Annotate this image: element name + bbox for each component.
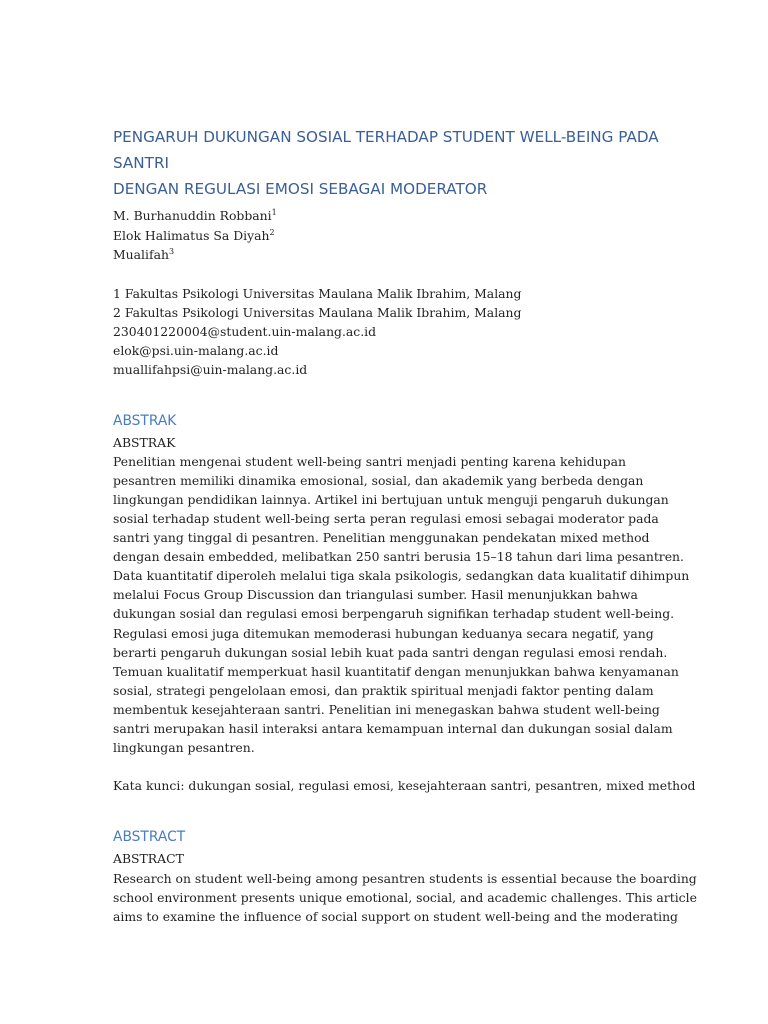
- abstrak-line: melalui Focus Group Discussion dan triangulasi sumber. Hasil menunjukkan bahwa: [113, 587, 638, 603]
- email-2: elok@psi.uin-malang.ac.id: [113, 343, 279, 359]
- abstrak-line: lingkungan pesantren.: [113, 740, 255, 756]
- abstract-heading: ABSTRACT: [113, 829, 186, 846]
- abstrak-line: lingkungan pendidikan lainnya. Artikel ini bertujuan untuk menguji pengaruh dukungan: [113, 491, 669, 507]
- author-2: Elok Halimatus Sa Diyah$^2$: [113, 227, 275, 243]
- abstrak-line: pesantren memiliki dinamika emosional, sosial, dan akademik yang berbeda dengan: [113, 472, 644, 488]
- email-1: 230401220004@student.uin-malang.ac.id: [113, 323, 377, 339]
- abstract-line: school environment presents unique emotional, social, and academic challenges. This article: [113, 889, 697, 905]
- title-line-2: SANTRI: [113, 154, 169, 172]
- abstract-subheading: ABSTRACT: [113, 851, 184, 867]
- document-page: [113, 124, 697, 926]
- abstract-body: [113, 869, 697, 926]
- abstract-line: aims to examine the influence of social support on student well-being and the moderating: [113, 908, 678, 924]
- abstrak-line: sosial terhadap student well-being serta peran regulasi emosi sebagai moderator pada: [113, 511, 659, 526]
- title-line-1: PENGARUH DUKUNGAN SOSIAL TERHADAP STUDENT WELL-BEING PADA: [113, 128, 659, 146]
- abstract-line: Research on student well-being among pesantren students is essential because the boarding: [113, 870, 697, 886]
- author-3: Mualifah$^3$: [113, 246, 175, 262]
- author-1: M. Burhanuddin Robbani$^1$: [113, 207, 277, 223]
- title-line-3: DENGAN REGULASI EMOSI SEBAGAI MODERATOR: [113, 180, 488, 198]
- abstrak-subheading: ABSTRAK: [113, 434, 176, 450]
- affiliation-2: 2 Fakultas Psikologi Universitas Maulana Malik Ibrahim, Malang: [113, 304, 522, 320]
- abstrak-line: Temuan kualitatif memperkuat hasil kuantitatif dengan menunjukkan bahwa kenyamanan: [113, 663, 679, 679]
- author-list: [113, 206, 663, 265]
- abstrak-line: dengan desain embedded, melibatkan 250 santri berusia 15–18 tahun dari lima pesantren.: [113, 549, 684, 565]
- keywords: Kata kunci: dukungan sosial, regulasi emosi, kesejahteraan santri, pesantren, mixed method: [113, 778, 696, 794]
- abstrak-heading: ABSTRAK: [113, 412, 177, 429]
- abstrak-line: Regulasi emosi juga ditemukan memoderasi hubungan keduanya secara negatif, yang: [113, 625, 654, 641]
- abstrak-line: Data kuantitatif diperoleh melalui tiga skala psikologis, sedangkan data kualitatif dihimpun: [113, 568, 690, 584]
- abstrak-line: berarti pengaruh dukungan sosial lebih kuat pada santri dengan regulasi emosi rendah.: [113, 644, 668, 660]
- abstrak-body: [113, 452, 690, 758]
- abstrak-line: santri merupakan hasil interaksi antara kemampuan internal dan dukungan sosial dalam: [113, 721, 673, 737]
- affiliation-1: 1 Fakultas Psikologi Universitas Maulana Malik Ibrahim, Malang: [113, 285, 522, 301]
- abstrak-line: membentuk kesejahteraan santri. Penelitian ini menegaskan bahwa student well-being: [113, 701, 660, 717]
- abstrak-line: santri yang tinggal di pesantren. Penelitian menggunakan pendekatan mixed method: [113, 530, 650, 546]
- abstrak-line: sosial, strategi pengelolaan emosi, dan praktik spiritual menjadi faktor penting dalam: [113, 682, 654, 698]
- affiliation-list: [113, 284, 663, 380]
- abstrak-line: Penelitian mengenai student well-being santri menjadi penting karena kehidupan: [113, 453, 626, 469]
- email-3: muallifahpsi@uin-malang.ac.id: [113, 362, 308, 378]
- abstrak-line: dukungan sosial dan regulasi emosi berpengaruh signifikan terhadap student well-being.: [113, 606, 675, 622]
- paper-title: [113, 124, 663, 202]
